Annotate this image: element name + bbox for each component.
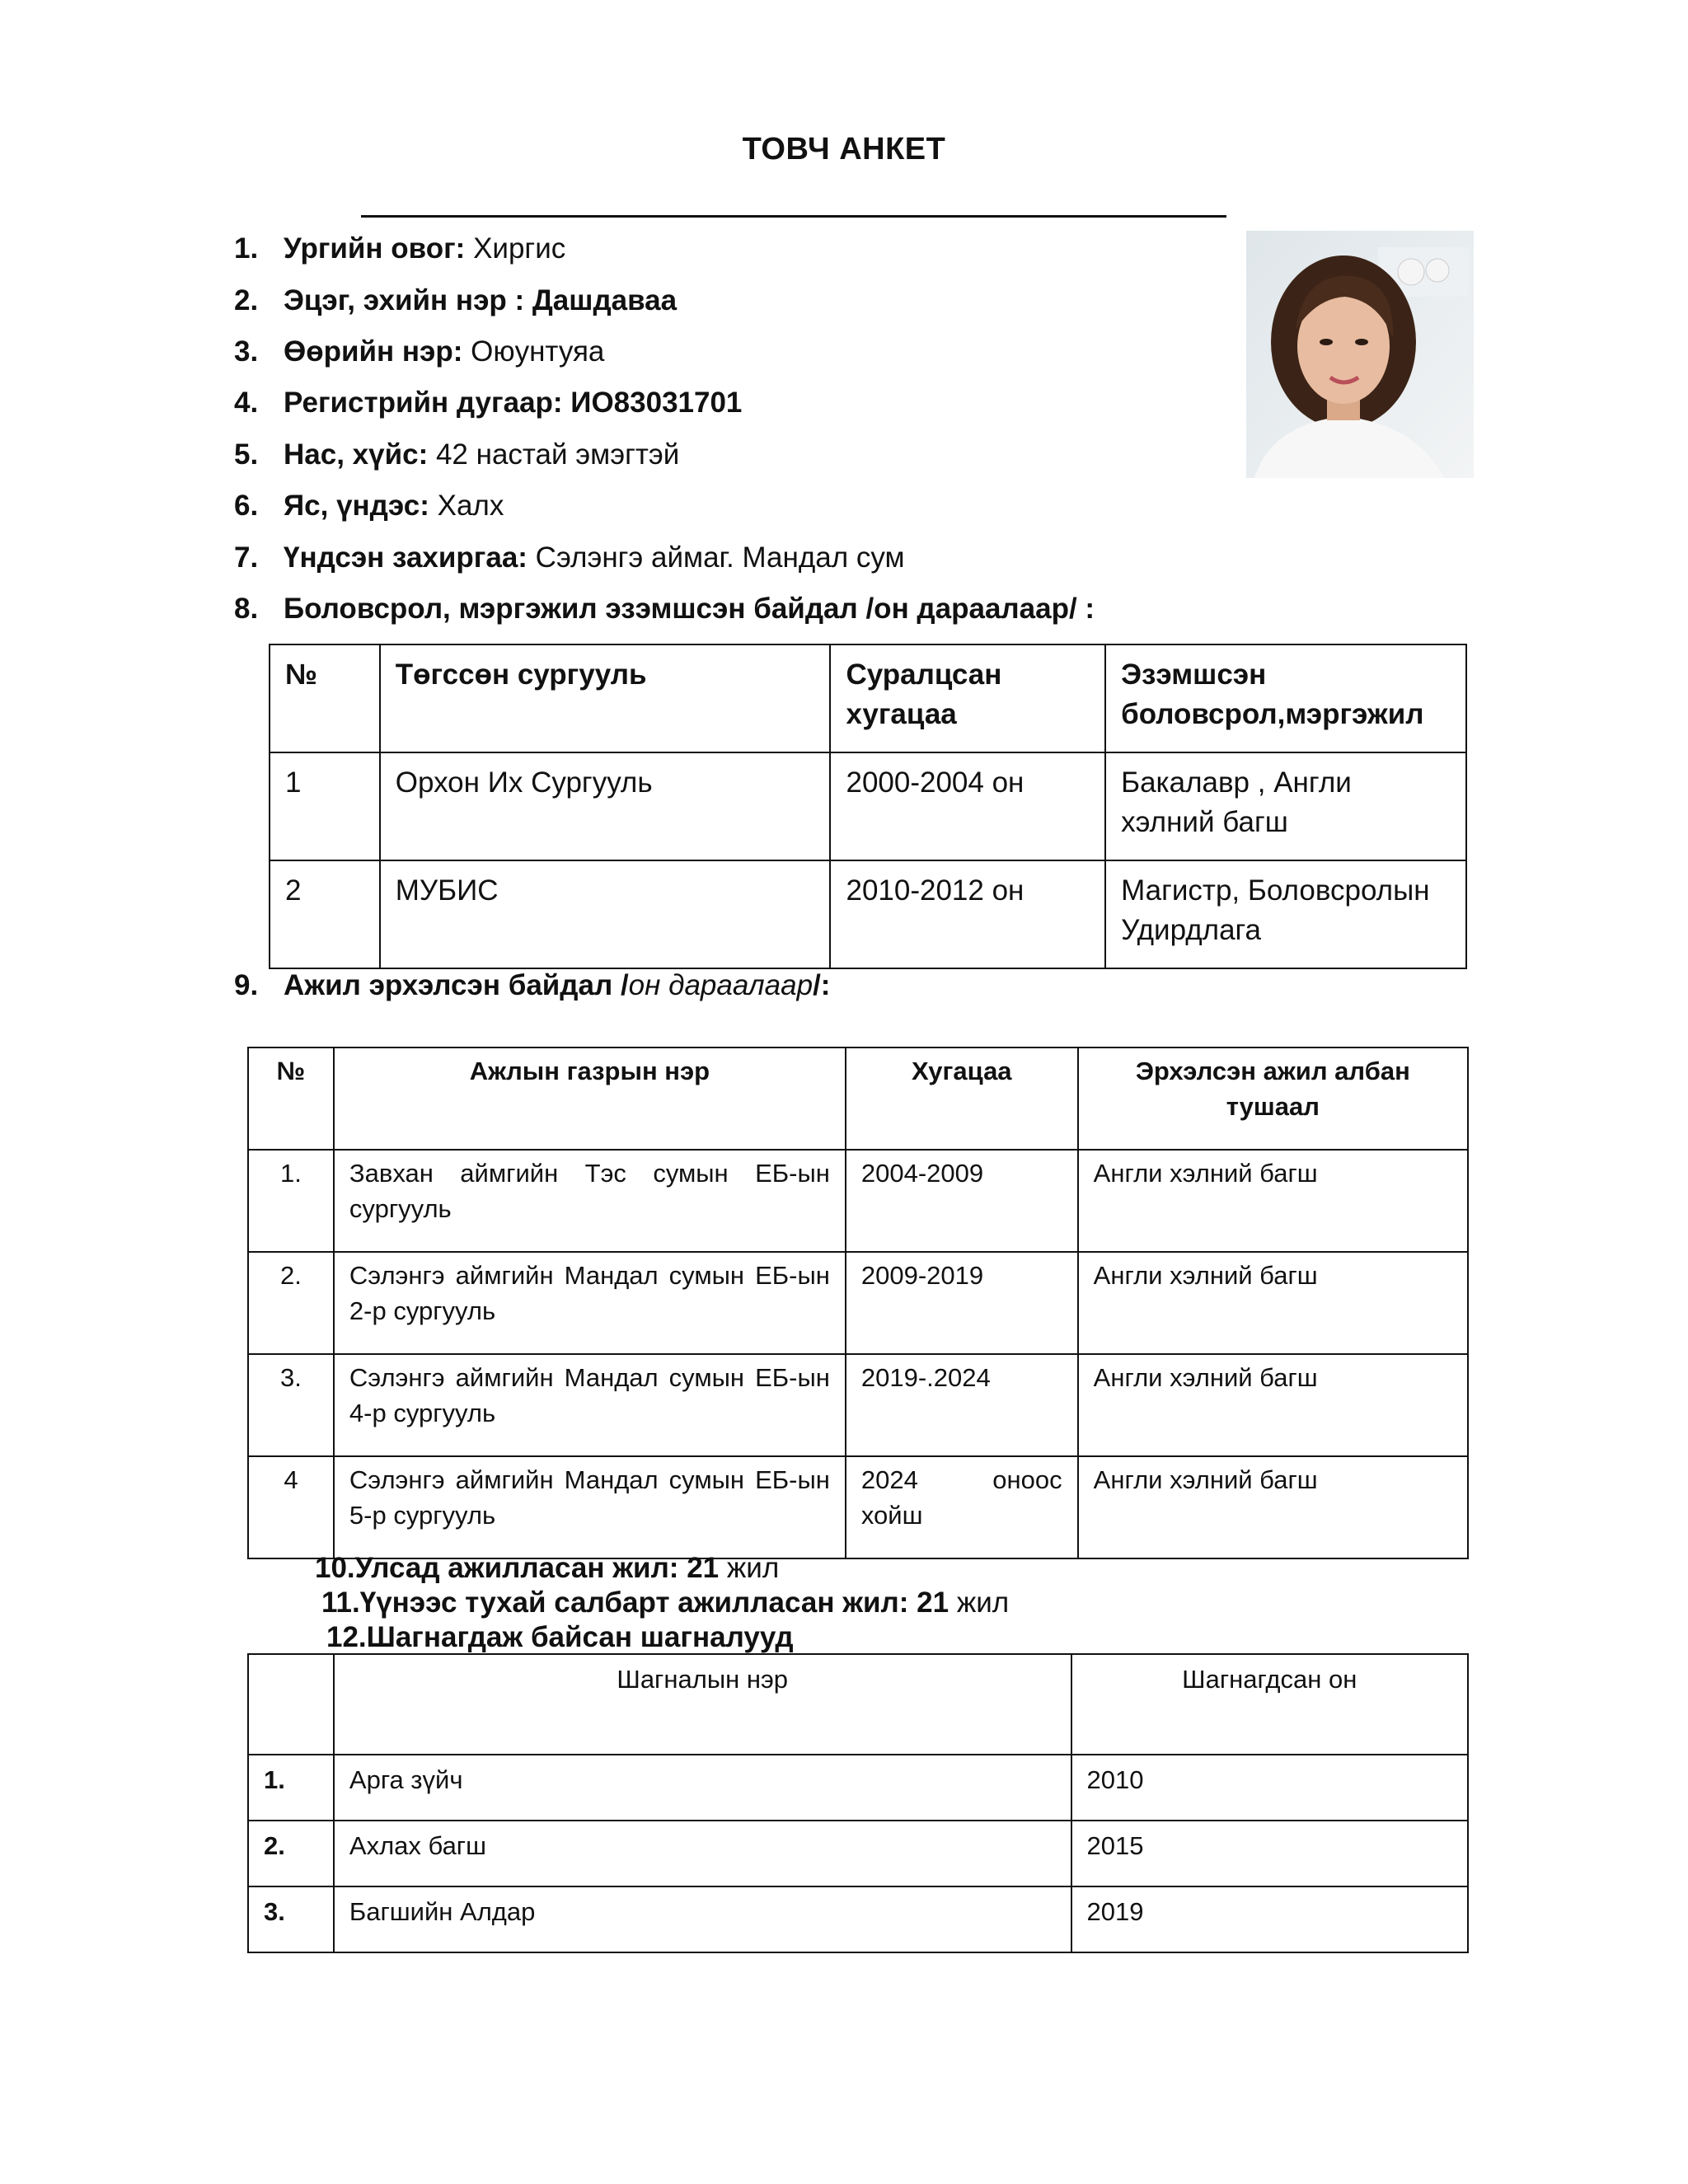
column-header: Эрхэлсэн ажил албан тушаал xyxy=(1078,1047,1468,1150)
table-cell: 2 xyxy=(270,860,380,968)
table-cell: 1. xyxy=(248,1150,334,1252)
column-header: Эзэмшсэн боловсрол,мэргэжил xyxy=(1105,644,1466,752)
awards-heading: 12.Шагнагдаж байсан шагналууд xyxy=(326,1621,794,1653)
field-home-region: 7. Үндсэн захиргаа: Сэлэнгэ аймаг. Мандал сум xyxy=(234,541,905,574)
table-cell: Англи хэлний багш xyxy=(1078,1150,1468,1252)
table-row xyxy=(248,1821,1468,1886)
table-header-row xyxy=(248,1654,1468,1755)
table-cell: 3. xyxy=(248,1886,334,1952)
table-header-row xyxy=(248,1047,1468,1150)
table-cell: Магистр, Боловсролын Удирдлага xyxy=(1105,860,1466,968)
column-header: № xyxy=(270,644,380,752)
table-header-row xyxy=(270,644,1466,752)
table-cell: 2. xyxy=(248,1821,334,1886)
table-row xyxy=(248,1150,1468,1252)
table-cell: Бакалавр , Англи хэлний багш xyxy=(1105,752,1466,860)
table-cell: 2010 xyxy=(1071,1755,1468,1821)
table-cell: Багшийн Алдар xyxy=(334,1886,1071,1952)
table-cell: 2019-.2024 xyxy=(846,1354,1078,1456)
column-header: Хугацаа xyxy=(846,1047,1078,1150)
table-cell: 2015 xyxy=(1071,1821,1468,1886)
table-cell: 2009-2019 xyxy=(846,1252,1078,1354)
column-header: № xyxy=(248,1047,334,1150)
table-cell: Англи хэлний багш xyxy=(1078,1456,1468,1558)
table-row xyxy=(248,1886,1468,1952)
column-header xyxy=(248,1654,334,1755)
field-surname: 1. Ургийн овог: Хиргис xyxy=(234,232,566,265)
table-cell: 2019 xyxy=(1071,1886,1468,1952)
portrait-image xyxy=(1246,231,1474,478)
portrait-photo xyxy=(1246,231,1474,478)
table-row xyxy=(270,860,1466,968)
table-row xyxy=(248,1755,1468,1821)
table-cell: 2024 оноос хойш xyxy=(846,1456,1078,1558)
table-cell: Сэлэнгэ аймгийн Мандал сумын ЕБ-ын 2-р сургууль xyxy=(334,1252,846,1354)
table-cell: Орхон Их Сургууль xyxy=(380,752,831,860)
table-row xyxy=(248,1456,1468,1558)
field-ethnicity: 6. Яс, үндэс: Халх xyxy=(234,490,504,522)
table-cell: Англи хэлний багш xyxy=(1078,1354,1468,1456)
field-education-heading: 8. Боловсрол, мэргэжил эзэмшсэн байдал /он дараалаар/ : xyxy=(234,593,1095,625)
title-underline xyxy=(361,215,1226,218)
table-row xyxy=(248,1252,1468,1354)
work-history-heading: 9. Ажил эрхэлсэн байдал /он дараалаар/: xyxy=(234,969,831,1001)
table-row xyxy=(248,1354,1468,1456)
table-cell: 1 xyxy=(270,752,380,860)
field-age-gender: 5. Нас, хүйс: 42 настай эмэгтэй xyxy=(234,438,680,471)
table-cell: 2. xyxy=(248,1252,334,1354)
column-header: Шагнагдсан он xyxy=(1071,1654,1468,1755)
column-header: Шагналын нэр xyxy=(334,1654,1071,1755)
work-history-table xyxy=(247,1047,1469,1559)
table-row xyxy=(270,752,1466,860)
table-cell: 2004-2009 xyxy=(846,1150,1078,1252)
table-cell: 4 xyxy=(248,1456,334,1558)
table-cell: 1. xyxy=(248,1755,334,1821)
table-cell: МУБИС xyxy=(380,860,831,968)
column-header: Суралцсан хугацаа xyxy=(830,644,1105,752)
field-first-name: 3. Өөрийн нэр: Оюунтуяа xyxy=(234,335,605,368)
column-header: Ажлын газрын нэр xyxy=(334,1047,846,1150)
table-cell: 3. xyxy=(248,1354,334,1456)
table-cell: 2010-2012 он xyxy=(830,860,1105,968)
page-title: ТОВЧ АНКЕТ xyxy=(742,132,946,166)
table-cell: Англи хэлний багш xyxy=(1078,1252,1468,1354)
field-register-number: 4. Регистрийн дугаар: ИО83031701 xyxy=(234,387,743,419)
table-cell: Ахлах багш xyxy=(334,1821,1071,1886)
awards-table xyxy=(247,1653,1469,1953)
table-cell: Сэлэнгэ аймгийн Мандал сумын ЕБ-ын 5-р сургууль xyxy=(334,1456,846,1558)
table-cell: Завхан аймгийн Тэс сумын ЕБ-ын сургууль xyxy=(334,1150,846,1252)
years-in-sector-line: 11.Үүнээс тухай салбарт ажилласан жил: 21 жил xyxy=(321,1586,1010,1619)
education-table xyxy=(269,644,1467,969)
field-parent-name: 2. Эцэг, эхийн нэр : Дашдаваа xyxy=(234,284,678,316)
table-cell: Арга зүйч xyxy=(334,1755,1071,1821)
column-header: Төгссөн сургууль xyxy=(380,644,831,752)
table-cell: Сэлэнгэ аймгийн Мандал сумын ЕБ-ын 4-р сургууль xyxy=(334,1354,846,1456)
years-worked-line: 10.Улсад ажилласан жил: 21 жил xyxy=(315,1552,780,1584)
table-cell: 2000-2004 он xyxy=(830,752,1105,860)
